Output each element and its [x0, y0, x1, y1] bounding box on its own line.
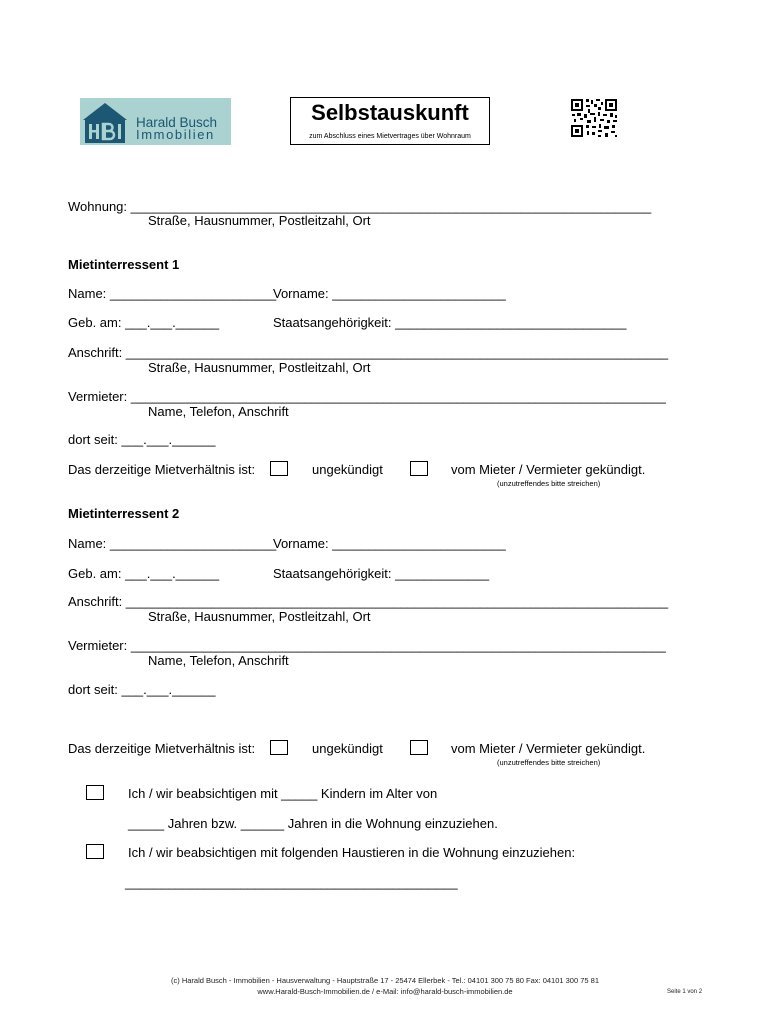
tenant2-status-label: Das derzeitige Mietverhältnis ist: — [68, 741, 256, 756]
footer-line2: www.Harald-Busch-Immobilien.de / e-Mail: info@harald-busch-immobilien.de — [257, 987, 513, 996]
page-subtitle: zum Abschluss eines Mietvertrages über Wohnraum — [309, 133, 471, 140]
tenant2-landlord-hint: Name, Telefon, Anschrift — [148, 653, 289, 668]
children-line2: _____ Jahren bzw. ______ Jahren in die Wohnung einzuziehen. — [128, 816, 498, 831]
children-checkbox[interactable] — [86, 785, 104, 800]
pets-answer-line[interactable]: ______________________________________________ — [125, 875, 458, 890]
company-logo — [80, 98, 231, 145]
tenant2-terminated-checkbox[interactable] — [410, 740, 428, 755]
tenant1-nationality-field[interactable]: Staatsangehörigkeit: ________________________________ — [273, 315, 627, 330]
tenant2-option-not-terminated: ungekündigt — [312, 741, 383, 756]
house-logo-icon — [80, 98, 136, 145]
tenant2-option-terminated: vom Mieter / Vermieter gekündigt. — [451, 741, 646, 756]
children-line1: Ich / wir beabsichtigen mit _____ Kindern im Alter von — [128, 786, 438, 801]
tenant2-nationality-field[interactable]: Staatsangehörigkeit: _____________ — [273, 566, 490, 581]
logo-name-line1: Harald Busch — [136, 115, 218, 130]
tenant2-strike-hint: (unzutreffendes bitte streichen) — [497, 758, 601, 767]
apartment-hint: Straße, Hausnummer, Postleitzahl, Ort — [148, 213, 371, 228]
tenant1-name-field[interactable]: Name: _______________________ — [68, 286, 277, 301]
pets-text: Ich / wir beabsichtigen mit folgenden Haustieren in die Wohnung einzuziehen: — [128, 845, 576, 860]
qr-code-icon — [570, 98, 618, 138]
tenant2-heading: Mietinterressent 2 — [68, 506, 180, 521]
tenant2-address-hint: Straße, Hausnummer, Postleitzahl, Ort — [148, 609, 371, 624]
tenant1-firstname-field[interactable]: Vorname: ________________________ — [273, 286, 506, 301]
footer-line1: (c) Harald Busch - Immobilien - Hausverwaltung - Hauptstraße 17 - 25474 Ellerbek - Tel.: 04101 300 75 80 Fax: 04101 300 75 81 — [170, 976, 599, 985]
tenant1-address-field[interactable]: Anschrift: ___________________________________________________________________________ — [68, 345, 669, 360]
title-box — [290, 97, 490, 145]
tenant1-status-label: Das derzeitige Mietverhältnis ist: — [68, 462, 256, 477]
tenant1-option-terminated: vom Mieter / Vermieter gekündigt. — [451, 462, 646, 477]
tenant1-landlord-hint: Name, Telefon, Anschrift — [148, 404, 289, 419]
tenant2-name-field[interactable]: Name: _______________________ — [68, 536, 277, 551]
logo-name-line2: Immobilien — [136, 127, 215, 142]
tenant1-landlord-field[interactable]: Vermieter: __________________________________________________________________________ — [68, 389, 666, 404]
tenant1-address-hint: Straße, Hausnummer, Postleitzahl, Ort — [148, 360, 371, 375]
tenant1-option-not-terminated: ungekündigt — [312, 462, 383, 477]
tenant1-terminated-checkbox[interactable] — [410, 461, 428, 476]
tenant1-not-terminated-checkbox[interactable] — [270, 461, 288, 476]
apartment-field[interactable]: Wohnung: ________________________________________________________________________ — [68, 199, 652, 214]
tenant2-firstname-field[interactable]: Vorname: ________________________ — [273, 536, 506, 551]
tenant2-not-terminated-checkbox[interactable] — [270, 740, 288, 755]
page-number: Seite 1 von 2 — [667, 989, 703, 995]
tenant1-since-field[interactable]: dort seit: ___.___.______ — [68, 432, 216, 447]
tenant1-birthdate-field[interactable]: Geb. am: ___.___.______ — [68, 315, 220, 330]
tenant2-address-field[interactable]: Anschrift: ___________________________________________________________________________ — [68, 594, 669, 609]
tenant2-landlord-field[interactable]: Vermieter: __________________________________________________________________________ — [68, 638, 666, 653]
tenant1-heading: Mietinterressent 1 — [68, 257, 180, 272]
tenant2-since-field[interactable]: dort seit: ___.___.______ — [68, 682, 216, 697]
pets-checkbox[interactable] — [86, 844, 104, 859]
page-title: Selbstauskunft — [311, 100, 469, 125]
tenant2-birthdate-field[interactable]: Geb. am: ___.___.______ — [68, 566, 220, 581]
tenant1-strike-hint: (unzutreffendes bitte streichen) — [497, 479, 601, 488]
